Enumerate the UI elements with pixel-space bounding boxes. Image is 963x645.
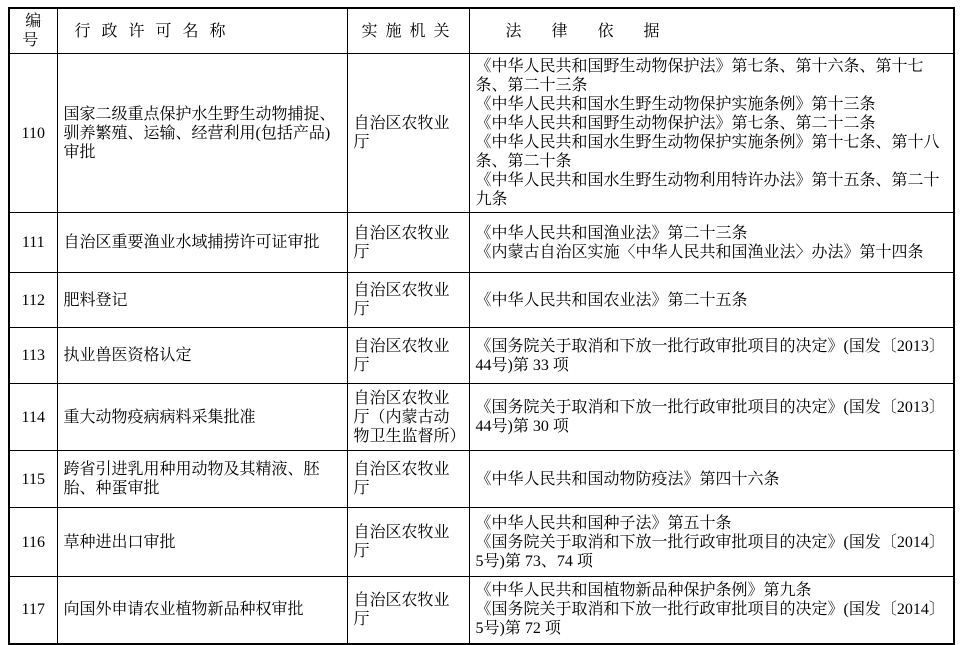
cell-legal-basis [469,451,954,508]
cell-agency: 自治区农牧业厅 [347,577,469,644]
legal-basis-line: 《中华人民共和国农业法》第二十五条 [475,291,748,309]
administrative-permits-table [8,7,955,645]
legal-basis-line: 《中华人民共和国植物新品种保护条例》第九条 [475,582,812,600]
cell-agency: 自治区农牧业厅 [347,213,469,273]
cell-legal-basis [469,54,954,213]
cell-permit-name: 跨省引进乳用种用动物及其精液、胚胎、种蛋审批 [57,451,347,508]
cell-agency: 自治区农牧业厅 [347,328,469,384]
legal-basis-line: 《国务院关于取消和下放一批行政审批项目的决定》(国发〔2013〕44号)第 30 项 [475,399,945,435]
cell-agency: 自治区农牧业厅 [347,273,469,328]
cell-agency: 自治区农牧业厅 [347,54,469,213]
cell-legal-basis [469,328,954,384]
header-permit-name: 行政许可名称 [57,8,347,54]
cell-permit-id: 116 [9,508,57,577]
legal-basis-line: 《国务院关于取消和下放一批行政审批项目的决定》(国发〔2014〕5号)第 73、74 项 [475,533,945,570]
header-id: 编号 [9,8,57,54]
cell-agency: 自治区农牧业厅（内蒙古动物卫生监督所） [347,384,469,451]
cell-legal-basis [469,273,954,328]
cell-permit-id: 112 [9,273,57,328]
legal-basis-line: 《中华人民共和国种子法》第五十条 [475,514,732,532]
legal-basis-line: 《内蒙古自治区实施〈中华人民共和国渔业法〉办法》第十四条 [475,243,924,261]
legal-basis-line: 《中华人民共和国渔业法》第二十三条 [475,224,748,242]
cell-agency: 自治区农牧业厅 [347,451,469,508]
cell-permit-name: 向国外申请农业植物新品种权审批 [57,577,347,644]
cell-permit-id: 110 [9,54,57,213]
cell-permit-id: 111 [9,213,57,273]
cell-legal-basis [469,213,954,273]
legal-basis-line: 《中华人民共和国动物防疫法》第四十六条 [475,470,780,488]
header-row [9,8,954,54]
cell-permit-id: 114 [9,384,57,451]
table-header [9,8,954,54]
table-body [9,54,954,644]
table-row [9,451,954,508]
table-row [9,213,954,273]
table-row [9,384,954,451]
cell-legal-basis [469,508,954,577]
cell-agency: 自治区农牧业厅 [347,508,469,577]
cell-permit-name: 重大动物疫病病料采集批准 [57,384,347,451]
cell-permit-name: 执业兽医资格认定 [57,328,347,384]
cell-permit-id: 117 [9,577,57,644]
table-row [9,508,954,577]
cell-permit-name: 自治区重要渔业水域捕捞许可证审批 [57,213,347,273]
cell-permit-name: 草种进出口审批 [57,508,347,577]
legal-basis-line: 《中华人民共和国野生动物保护法》第七条、第十六条、第十七条、第二十三条 [475,58,924,94]
cell-legal-basis [469,577,954,644]
legal-basis-line: 《国务院关于取消和下放一批行政审批项目的决定》(国发〔2013〕44号)第 33 项 [475,337,945,374]
header-agency: 实施机关 [347,8,469,54]
legal-basis-line: 《国务院关于取消和下放一批行政审批项目的决定》(国发〔2014〕5号)第 72 项 [475,601,945,638]
cell-permit-id: 115 [9,451,57,508]
cell-permit-id: 113 [9,328,57,384]
table-row [9,577,954,644]
legal-basis-line: 《中华人民共和国水生野生动物保护实施条例》第十三条 [475,96,876,113]
legal-basis-line: 《中华人民共和国水生野生动物利用特许办法》第十五条、第二十九条 [475,172,940,208]
legal-basis-line: 《中华人民共和国野生动物保护法》第七条、第二十二条 [475,115,876,132]
legal-basis-line: 《中华人民共和国水生野生动物保护实施条例》第十七条、第十八条、第二十条 [475,134,940,170]
cell-permit-name: 肥料登记 [57,273,347,328]
cell-permit-name: 国家二级重点保护水生野生动物捕捉、驯养繁殖、运输、经营利用(包括产品)审批 [57,54,347,213]
table-row [9,273,954,328]
table-row [9,328,954,384]
header-legal-basis: 法律依据 [469,8,954,54]
cell-legal-basis [469,384,954,451]
table-row [9,54,954,213]
